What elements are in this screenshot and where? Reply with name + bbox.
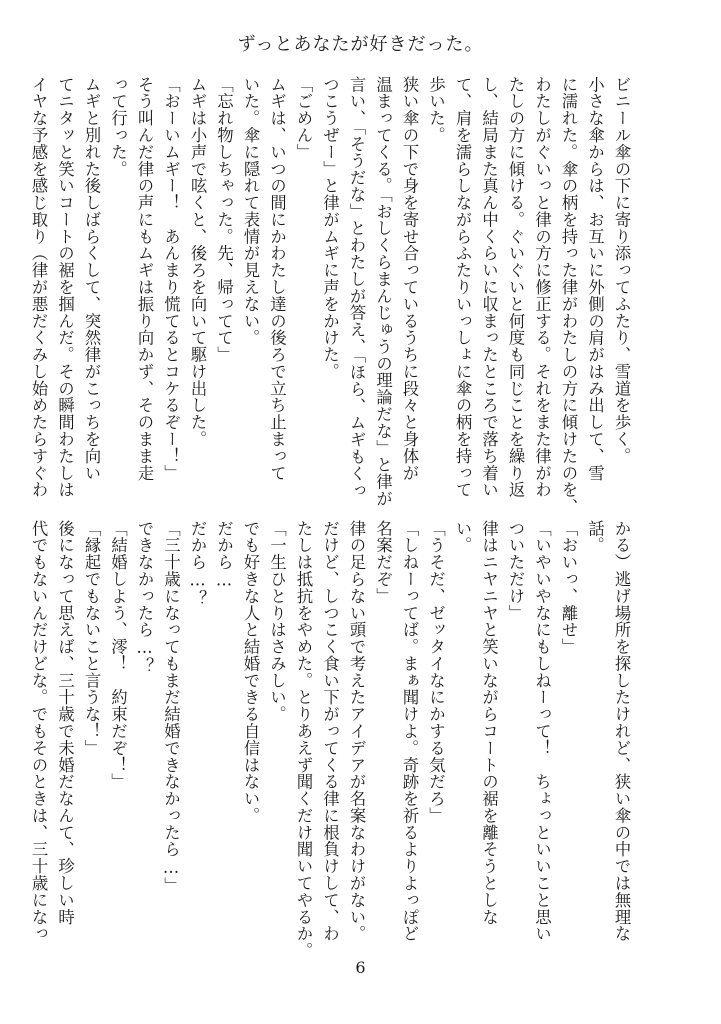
- text-line: ムギは、いつの間にかわたし達の後ろで立ち止まって: [267, 76, 287, 482]
- text-block-top: [25, 76, 635, 516]
- text-line: い。: [453, 520, 472, 554]
- text-line: って行った。: [108, 76, 128, 178]
- text-line: 「いやいやなにもしねーって！ ちょっといいこと思い: [532, 520, 552, 943]
- text-line: ムギと別れた後しばらくして、突然律がこっちを向い: [82, 76, 101, 482]
- text-line: て、肩を濡らしながらふたりいっしょに傘の柄を持って: [453, 76, 472, 499]
- page-title: ずっとあなたが好きだった。: [237, 34, 484, 55]
- text-line: 「うそだ、ゼッタイなにかする気だろ」: [426, 520, 446, 825]
- text-line: 律の足らない頭で考えたアイデアが名案なわけがない。: [347, 520, 366, 943]
- text-line: ビニール傘の下に寄り添ってふたり、雪道を歩く。: [612, 76, 631, 465]
- text-line: かる）逃げ場所を探したけれど、狭い傘の中では無理な: [612, 520, 631, 943]
- text-line: 「三十歳になってもまだ結婚できなかったら…」: [161, 520, 181, 895]
- text-line: 名案だぞ」: [373, 520, 393, 605]
- text-line: 話。: [585, 520, 605, 554]
- text-line: たしは抵抗をやめた。とりあえず聞くだけ聞いてやるか。: [294, 520, 313, 960]
- text-line: 温まってくる。「おしくらまんじゅうの理論だな」と律が: [373, 76, 393, 507]
- text-line: わたしがぐいっと律の方に修正する。それをまた律がわ: [532, 76, 552, 499]
- page-number: 6: [355, 958, 366, 977]
- text-line: 「一生ひとりはさみしい。: [267, 520, 287, 723]
- text-block-bottom: [25, 520, 635, 960]
- text-line: 狭い傘の下で身を寄せ合っているうちに段々と身体が: [400, 76, 419, 482]
- text-line: 「おいっ、離せ」: [559, 520, 578, 656]
- text-line: ムギは小声で呟くと、後ろを向いて駆け出した。: [188, 76, 207, 448]
- text-line: てニタッと笑いコートの裾を掴んだ。その瞬間わたしは: [55, 76, 75, 499]
- text-line: に濡れた。傘の柄を持った律がわたしの方に傾けたのを、: [559, 76, 578, 516]
- text-line: つこうぜー」と律がムギに声をかけた。: [320, 76, 340, 381]
- text-line: 小さな傘からは、お互いに外側の肩がはみ出して、雪: [585, 76, 605, 482]
- text-line: たしの方に傾ける。ぐいぐいと何度も同じことを繰り返: [506, 76, 525, 499]
- text-line: だけど、しつこく食い下がってくる律に根負けして、わ: [320, 520, 340, 943]
- text-line: し、結局また真ん中くらいに収まったところで落ち着い: [479, 76, 499, 499]
- text-line: だから…: [214, 520, 234, 591]
- text-line: いた。傘に隠れて表情が見えない。: [241, 76, 260, 347]
- text-line: そう叫んだ律の声にもムギは振り向かず、そのまま走: [135, 76, 154, 482]
- text-line: 「縁起でもないこと言うな！」: [82, 520, 101, 757]
- text-line: 「結婚しよう、澪！ 約束だぞ！」: [108, 520, 128, 791]
- text-line: 「ごめん」: [294, 76, 313, 161]
- text-line: 代でもないんだけどな。でもそのときは、三十歳になっ: [29, 520, 48, 943]
- text-line: でも好きな人と結婚できる自信はない。: [241, 520, 260, 825]
- text-line: 後になって思えば、三十歳で未婚だなんて、珍しい時: [55, 520, 75, 926]
- text-line: 言い、「そうだな」とわたしが答え、「ほら、ムギもくっ: [347, 76, 366, 499]
- text-line: 歩いた。: [426, 76, 446, 144]
- text-line: 「おーいムギー！ あんまり慌てるとコケるぞー！」: [161, 76, 181, 482]
- text-line: 「しねーってば。まぁ聞けよ。奇跡を祈るよりよっぽど: [400, 520, 419, 943]
- text-line: 「忘れ物しちゃった。先、帰ってて」: [214, 76, 234, 364]
- text-line: ついただけ」: [506, 520, 525, 622]
- text-line: だから…？: [188, 520, 207, 608]
- text-line: 律はニヤニヤと笑いながらコートの裾を離そうとしな: [479, 520, 499, 926]
- text-line: イヤな予感を感じ取り（律が悪だくみし始めたらすぐわ: [29, 76, 48, 499]
- text-line: できなかったら…？: [135, 520, 154, 675]
